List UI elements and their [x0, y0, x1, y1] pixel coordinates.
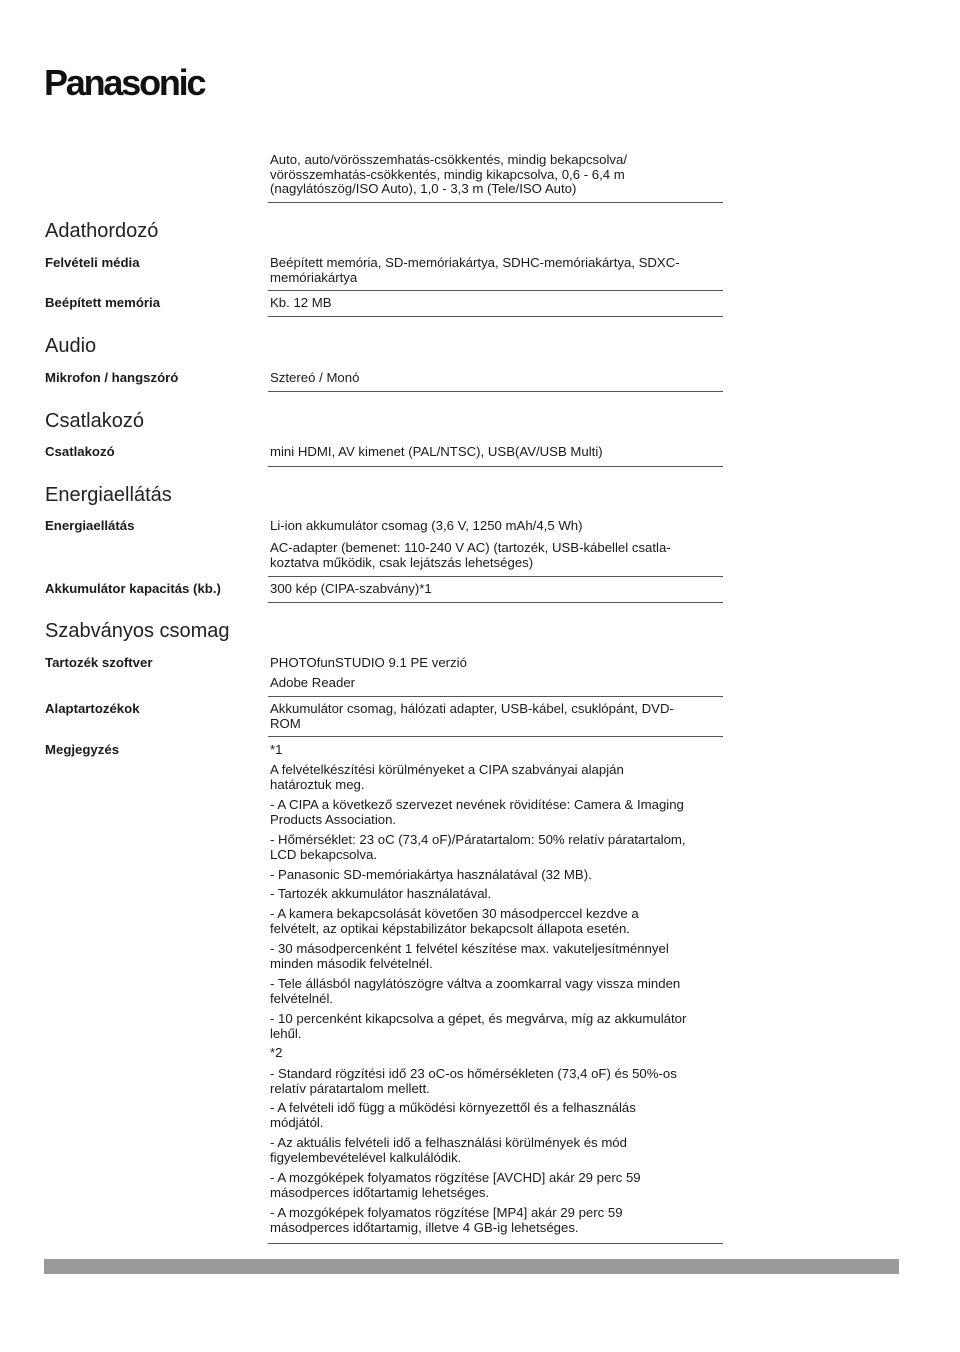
- note-line: Products Association.: [270, 811, 397, 827]
- divider: [268, 576, 723, 577]
- note-line: - A mozgóképek folyamatos rögzítése [MP4] akár 29 perc 59: [270, 1205, 623, 1220]
- divider: [268, 316, 723, 317]
- flash-value: [270, 153, 627, 197]
- divider: [268, 466, 723, 467]
- note-line: - A felvételi idő függ a működési környezettől és a felhasználás: [270, 1100, 636, 1115]
- note: [270, 743, 730, 763]
- section-title-audio: Audio: [45, 335, 97, 357]
- value-tartozek-szoftver-1: PHOTOfunSTUDIO 9.1 PE verzió: [270, 655, 467, 670]
- divider: [268, 290, 723, 291]
- note: [270, 868, 730, 887]
- value-felveteli-media: [270, 256, 680, 285]
- value-energiaellatas-1: Li-ion akkumulátor csomag (3,6 V, 1250 mAh/4,5 Wh): [270, 518, 583, 533]
- section-title-csomag: Szabványos csomag: [45, 620, 230, 642]
- value-line: ROM: [270, 715, 301, 731]
- label-csatlakozo: Csatlakozó: [45, 444, 115, 459]
- value-line: AC-adapter (bemenet: 110-240 V AC) (tartozék, USB-kábellel csatla-: [270, 540, 671, 555]
- value-line: Beépített memória, SD-memóriakártya, SDHC-memóriakártya, SDXC-: [270, 255, 680, 270]
- note: [270, 942, 730, 977]
- note-line: másodperces időtartamig, illetve 4 GB-ig lehetséges.: [270, 1219, 579, 1235]
- footer-bar: [44, 1259, 899, 1274]
- section-title-adathordozo: Adathordozó: [45, 220, 159, 242]
- note-line: LCD bekapcsolva.: [270, 846, 378, 862]
- note-line: másodperces időtartamig lehetséges.: [270, 1184, 490, 1200]
- value-tartozek-szoftver-2: Adobe Reader: [270, 675, 356, 690]
- note-line: minden második felvételnél.: [270, 955, 433, 971]
- value-line: Auto, auto/vörösszemhatás-csökkentés, mindig bekapcsolva/: [270, 152, 627, 167]
- label-megjegyzes: Megjegyzés: [45, 742, 120, 757]
- label-energiaellatas: Energiaellátás: [45, 518, 135, 533]
- value-akkumulator-kapacitas: 300 kép (CIPA-szabvány)*1: [270, 581, 432, 596]
- divider: [268, 202, 723, 203]
- divider: [268, 602, 723, 603]
- note-line: - A mozgóképek folyamatos rögzítése [AVCHD] akár 29 perc 59: [270, 1170, 641, 1185]
- note-line: - Standard rögzítési idő 23 oC-os hőmérsékleten (73,4 oF) és 50%-os: [270, 1066, 677, 1081]
- note: [270, 977, 730, 1012]
- divider: [268, 391, 723, 392]
- value-beepitett-memoria: Kb. 12 MB: [270, 295, 332, 310]
- note-line: felvételnél.: [270, 990, 334, 1006]
- note-line: - 30 másodpercenként 1 felvétel készítése max. vakuteljesítménnyel: [270, 941, 669, 956]
- label-beepitett-memoria: Beépített memória: [45, 295, 161, 310]
- note-line: - Tartozék akkumulátor használatával.: [270, 886, 492, 901]
- note-line: felvételt, az optikai képstabilizátor bekapcsolt állapota esetén.: [270, 920, 630, 936]
- label-akkumulator-kapacitas: Akkumulátor kapacitás (kb.): [45, 581, 221, 596]
- label-tartozek-szoftver: Tartozék szoftver: [45, 655, 153, 670]
- note-line: relatív páratartalom mellett.: [270, 1080, 430, 1096]
- note-line: - 10 percenként kikapcsolva a gépet, és megvárva, míg az akkumulátor: [270, 1011, 687, 1026]
- label-alaptartozekok: Alaptartozékok: [45, 701, 140, 716]
- note-line: *1: [270, 742, 283, 757]
- note: [270, 1012, 730, 1046]
- note-line: módjától.: [270, 1114, 324, 1130]
- note-line: A felvételkészítési körülményeket a CIPA szabványai alapján: [270, 762, 624, 777]
- note-line: figyelembevételével kalkulálódik.: [270, 1149, 462, 1165]
- panasonic-logo: Panasonic: [44, 62, 205, 103]
- note: [270, 833, 730, 868]
- value-alaptartozekok: [270, 702, 674, 731]
- section-title-energia: Energiaellátás: [45, 484, 172, 506]
- note-line: - Tele állásból nagylátószögre váltva a zoomkarral vagy vissza minden: [270, 976, 681, 991]
- note-line: - Az aktuális felvételi idő a felhasználási körülmények és mód: [270, 1135, 627, 1150]
- section-title-csatlakozo: Csatlakozó: [45, 410, 144, 432]
- value-line: memóriakártya: [270, 269, 358, 285]
- divider: [268, 696, 723, 697]
- note: [270, 1046, 730, 1067]
- note: [270, 1136, 730, 1171]
- note-line: - A CIPA a következő szervezet nevének rövidítése: Camera & Imaging: [270, 797, 684, 812]
- value-line: koztatva működik, csak lejátszás lehetséges): [270, 554, 534, 570]
- note: [270, 1206, 730, 1238]
- note-line: lehűl.: [270, 1025, 302, 1041]
- value-line: (nagylátószög/ISO Auto), 1,0 - 3,3 m (Tele/ISO Auto): [270, 181, 577, 196]
- divider: [268, 736, 723, 737]
- divider: [268, 1243, 723, 1244]
- label-felveteli-media: Felvételi média: [45, 255, 140, 270]
- value-line: Akkumulátor csomag, hálózati adapter, USB-kábel, csuklópánt, DVD-: [270, 701, 674, 716]
- note: [270, 798, 730, 833]
- note: [270, 763, 730, 798]
- note: [270, 1101, 730, 1136]
- note: [270, 1067, 730, 1101]
- note-line: határoztuk meg.: [270, 776, 365, 792]
- note-line: *2: [270, 1045, 283, 1060]
- value-csatlakozo: mini HDMI, AV kimenet (PAL/NTSC), USB(AV/USB Multi): [270, 444, 603, 459]
- note: [270, 887, 730, 907]
- value-energiaellatas-2: [270, 541, 671, 570]
- note: [270, 907, 730, 942]
- note-line: - A kamera bekapcsolását követően 30 másodperccel kezdve a: [270, 906, 639, 921]
- value-line: vörösszemhatás-csökkentés, mindig kikapcsolva, 0,6 - 6,4 m: [270, 166, 625, 182]
- value-mikrofon: Sztereó / Monó: [270, 370, 360, 385]
- note: [270, 1171, 730, 1206]
- notes-block: [270, 743, 730, 1238]
- label-mikrofon: Mikrofon / hangszóró: [45, 370, 179, 385]
- note-line: - Panasonic SD-memóriakártya használatával (32 MB).: [270, 867, 592, 882]
- note-line: - Hőmérséklet: 23 oC (73,4 oF)/Páratartalom: 50% relatív páratartalom,: [270, 832, 686, 847]
